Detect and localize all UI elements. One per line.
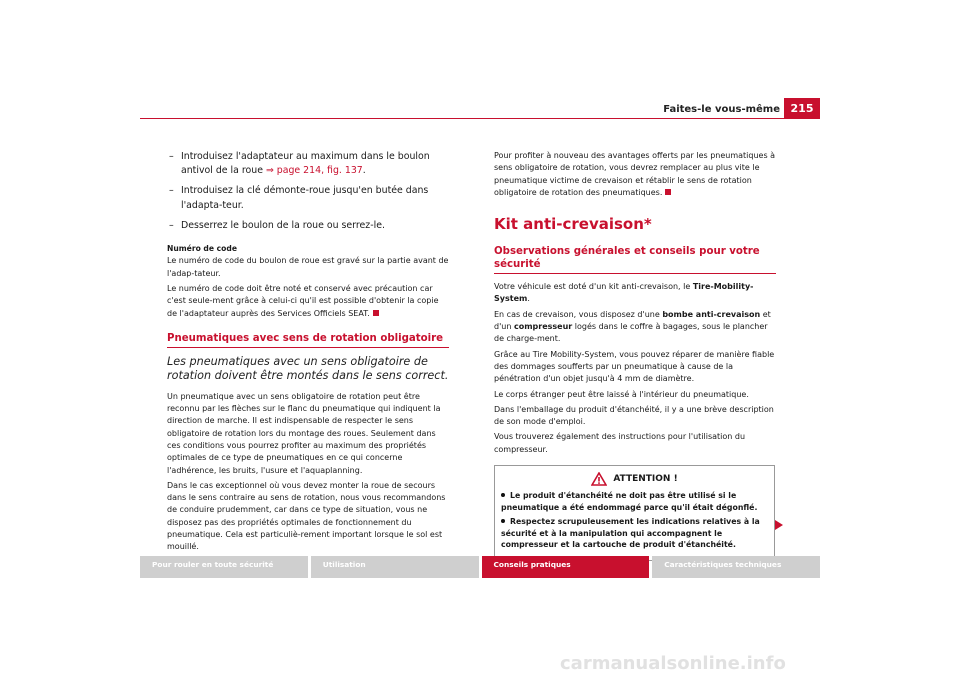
- next-page-arrow-icon[interactable]: [775, 520, 783, 530]
- step-dash: –: [169, 185, 174, 197]
- footer-nav: [140, 556, 820, 578]
- warning-header: [501, 472, 768, 486]
- tms-paragraph-6: Vous trouverez également des instructions pour l'utilisation du compresseur.: [494, 432, 746, 454]
- body-paragraph-2: Dans le cas exceptionnel où vous devez monter la roue de secours dans le sens contraire au sens de rotation, nous vous recommandons de conduire prudemment, car dans ce type de situation, vous ne disposez pas des propriétés optimales de fonctionnement du pneumatique. Cela est particuliè-rement important lorsque le sol est mouillé.: [167, 480, 446, 552]
- tab-conseils-pratiques[interactable]: Conseils pratiques: [482, 556, 650, 578]
- step-3: – Desserrez le boulon de la roue ou serrez-le.: [167, 219, 449, 233]
- page-number: 215: [784, 98, 820, 118]
- end-of-section-square-icon: [665, 189, 671, 195]
- watermark: carmanualsonline.info: [560, 653, 786, 674]
- tab-utilisation[interactable]: Utilisation: [311, 556, 479, 578]
- step-1: – Introduisez l'adaptateur au maximum dans le boulon antivol de la roue ⇒ page 214, fig. 137.: [169, 151, 430, 177]
- warning-triangle-icon: [591, 472, 607, 486]
- page-reference-link[interactable]: ⇒ page 214, fig. 137: [265, 165, 363, 177]
- left-column: [167, 150, 449, 557]
- header-rule: [140, 118, 820, 119]
- warning-box: [494, 465, 775, 561]
- end-of-section-square-icon: [373, 310, 379, 316]
- section-heading-directional-tyres: Pneumatiques avec sens de rotation obligatoire: [167, 332, 449, 348]
- bullet-icon: [501, 493, 505, 497]
- tms-paragraph-5: Dans l'emballage du produit d'étanchéité, il y a une brève description de son mode d'emploi.: [494, 404, 774, 427]
- warning-item: Respectez scrupuleusement les indications relatives à la sécurité et à la manipulation qui accompagnent le compresseur et la cartouche de produit d'étanchéité.: [501, 517, 760, 550]
- section-heading-safety: Observations générales et conseils pour votre sécurité: [494, 245, 776, 274]
- page-header-title: Faites-le vous-même: [663, 104, 780, 115]
- warning-item: Le produit d'étanchéité ne doit pas être utilisé si le pneumatique a été endommagé parce qu'il était dégonflé.: [501, 491, 758, 512]
- bullet-icon: [501, 519, 505, 523]
- tms-paragraph-2: En cas de crevaison, vous disposez d'une bombe anti-crevaison et d'un compresseur logés dans le coffre à bagages, sous le plancher de charge-ment.: [494, 309, 771, 344]
- tab-securite[interactable]: Pour rouler en toute sécurité: [140, 556, 308, 578]
- step-dash: –: [169, 151, 174, 162]
- code-paragraph-2: Le numéro de code doit être noté et conservé avec précaution car c'est seule-ment grâce à celui-ci qu'il est possible d'obtenir la copie de l'adaptateur auprès des Services Officiels SEAT.: [167, 283, 439, 318]
- code-number-heading: Numéro de code: [167, 244, 237, 254]
- step-dash: –: [169, 219, 174, 231]
- body-paragraph-1: Un pneumatique avec un sens obligatoire de rotation peut être reconnu par les flèches sur le flanc du pneumatique qui indiquent la direction de marche. Il est indispensable de respecter le sens obligatoire de rotation lors du montage des roues. Seulement dans ces conditions vous pourrez profiter au maximum des propriétés optimales de ce type de pneumatiques en ce qui concerne l'adhérence, les bruits, l'usure et l'aquaplanning.: [167, 391, 441, 475]
- right-column: [494, 150, 776, 561]
- tab-caracteristiques[interactable]: Caractéristiques techniques: [652, 556, 820, 578]
- warning-label: ATTENTION !: [613, 473, 678, 484]
- tms-paragraph-1: Votre véhicule est doté d'un kit anti-crevaison, le Tire-Mobility-System.: [494, 282, 754, 304]
- intro-paragraph: Pour profiter à nouveau des avantages offerts par les pneumatiques à sens obligatoire de rotation, vous devrez remplacer au plus vite le pneumatique victime de crevaison et rétablir le sens de rotation obligatoire de rotation des pneumatiques.: [494, 151, 776, 197]
- tms-paragraph-3: Grâce au Tire Mobility-System, vous pouvez réparer de manière fiable des dommages soufferts par un pneumatique à cause de la pénétration d'un objet jusqu'à 4 mm de diamètre.: [494, 349, 775, 384]
- code-paragraph-1: Le numéro de code du boulon de roue est gravé sur la partie avant de l'adap-tateur.: [167, 256, 449, 278]
- tms-paragraph-4: Le corps étranger peut être laissé à l'intérieur du pneumatique.: [494, 389, 749, 399]
- section-intro: Les pneumatiques avec un sens obligatoire de rotation doivent être montés dans le sens correct.: [167, 354, 449, 382]
- main-title: Kit anti-crevaison*: [494, 215, 652, 234]
- step-2: – Introduisez la clé démonte-roue jusqu'en butée dans l'adapta-teur.: [169, 185, 429, 211]
